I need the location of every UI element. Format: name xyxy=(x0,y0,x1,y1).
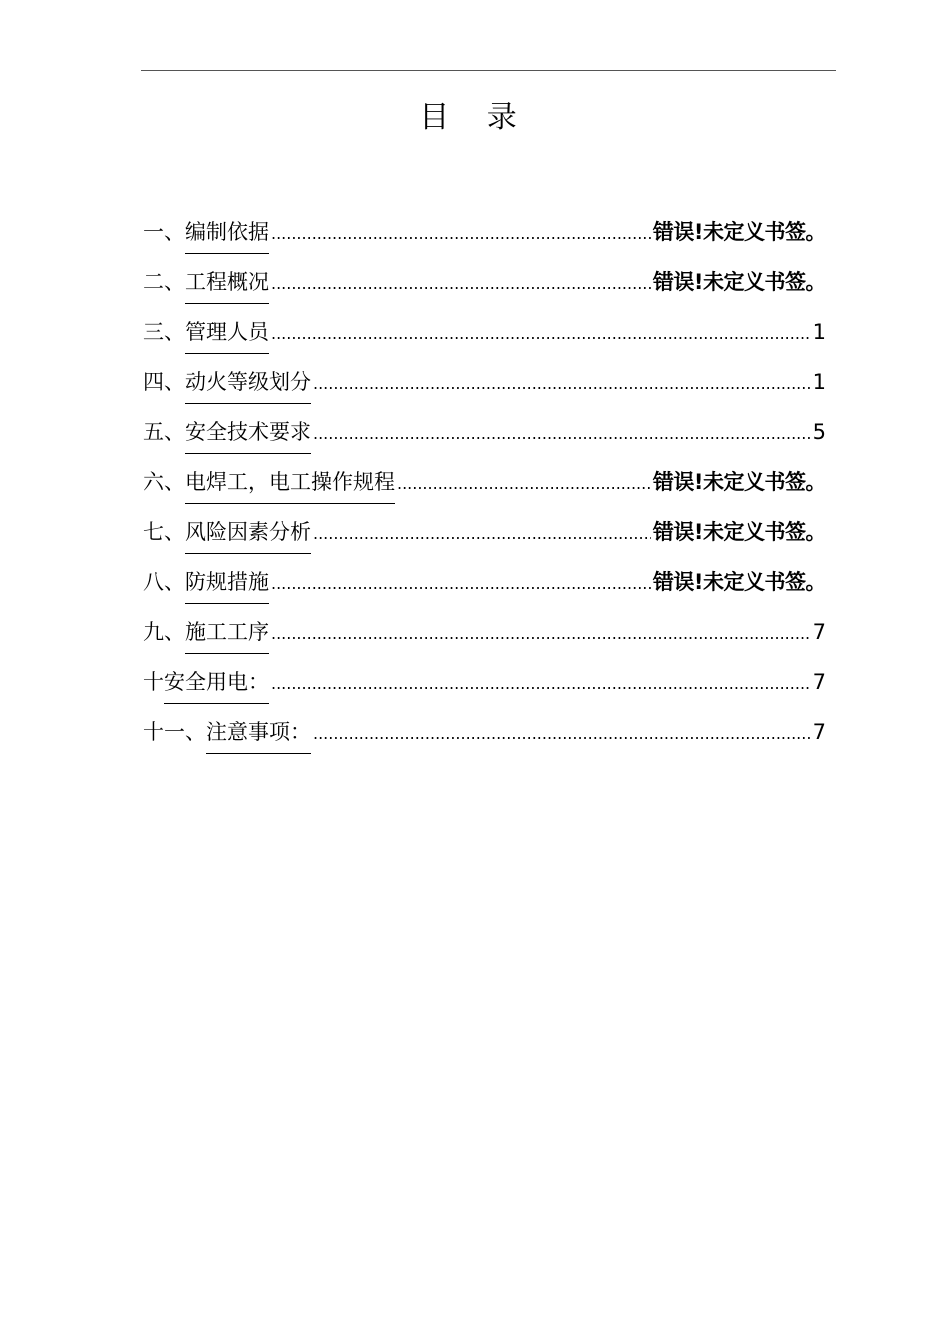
toc-entry[interactable] xyxy=(143,600,826,650)
toc-entry[interactable] xyxy=(143,250,826,300)
toc-entry-number: 八、 xyxy=(143,570,185,594)
toc-entry-page-number: 5 xyxy=(812,420,826,444)
toc-entry-label[interactable]: 编制依据 xyxy=(185,216,269,252)
toc-entry-label[interactable]: 动火等级划分 xyxy=(185,366,311,402)
toc-entry-number: 七、 xyxy=(143,520,185,544)
toc-entry-page-number: 7 xyxy=(812,670,826,694)
toc-entry-number: 三、 xyxy=(143,320,185,344)
toc-dot-leader xyxy=(271,674,811,693)
toc-dot-leader xyxy=(271,224,651,243)
toc-dot-leader xyxy=(397,474,651,493)
toc-entry-label[interactable]: 电焊工，电工操作规程 xyxy=(185,466,395,502)
toc-entry[interactable] xyxy=(143,400,826,450)
toc-entry-page-number: 7 xyxy=(812,720,826,744)
toc-dot-leader xyxy=(313,424,811,443)
toc-entry-page-number: 1 xyxy=(812,370,826,394)
toc-entry-label[interactable]: 安全用电： xyxy=(164,666,269,702)
toc-dot-leader xyxy=(313,524,651,543)
toc-entry-line xyxy=(143,316,826,350)
toc-entry[interactable] xyxy=(143,350,826,400)
toc-entry-number: 五、 xyxy=(143,420,185,444)
toc-entry-line xyxy=(143,666,826,700)
toc-entry-label[interactable]: 管理人员 xyxy=(185,316,269,352)
toc-entry-number: 十一、 xyxy=(143,720,206,744)
toc-entry-line xyxy=(143,216,826,250)
toc-entry-line xyxy=(143,466,826,500)
toc-entry-number: 四、 xyxy=(143,370,185,394)
toc-dot-leader xyxy=(271,624,811,643)
table-of-contents xyxy=(143,200,826,750)
toc-entry[interactable] xyxy=(143,500,826,550)
toc-entry-label[interactable]: 风险因素分析 xyxy=(185,516,311,552)
toc-entry-error-text: 错误!未定义书签。 xyxy=(652,220,826,244)
toc-entry-label[interactable]: 防规措施 xyxy=(185,566,269,602)
toc-entry-line xyxy=(143,716,826,750)
toc-entry-number: 二、 xyxy=(143,270,185,294)
toc-dot-leader xyxy=(271,574,651,593)
toc-entry-error-text: 错误!未定义书签。 xyxy=(652,470,826,494)
toc-dot-leader xyxy=(271,324,811,343)
toc-entry-number: 一、 xyxy=(143,220,185,244)
toc-entry-label[interactable]: 施工工序 xyxy=(185,616,269,652)
toc-entry[interactable] xyxy=(143,550,826,600)
toc-entry[interactable] xyxy=(143,450,826,500)
toc-entry[interactable] xyxy=(143,650,826,700)
toc-entry-error-text: 错误!未定义书签。 xyxy=(652,570,826,594)
header-rule xyxy=(141,70,836,71)
toc-entry-number: 十 xyxy=(143,670,164,694)
toc-entry-page-number: 1 xyxy=(812,320,826,344)
toc-entry-error-text: 错误!未定义书签。 xyxy=(652,270,826,294)
toc-entry-label[interactable]: 工程概况 xyxy=(185,266,269,302)
toc-entry-page-number: 7 xyxy=(812,620,826,644)
toc-entry-line xyxy=(143,566,826,600)
toc-entry[interactable] xyxy=(143,300,826,350)
toc-entry[interactable] xyxy=(143,700,826,750)
toc-entry[interactable] xyxy=(143,200,826,250)
toc-entry-line xyxy=(143,616,826,650)
toc-entry-number: 九、 xyxy=(143,620,185,644)
toc-title: 目 录 xyxy=(419,100,531,135)
toc-entry-line xyxy=(143,516,826,550)
toc-entry-error-text: 错误!未定义书签。 xyxy=(652,520,826,544)
toc-entry-line xyxy=(143,266,826,300)
toc-entry-line xyxy=(143,416,826,450)
toc-dot-leader xyxy=(271,274,651,293)
toc-entry-label[interactable]: 注意事项： xyxy=(206,716,311,752)
toc-entry-number: 六、 xyxy=(143,470,185,494)
toc-dot-leader xyxy=(313,374,811,393)
toc-entry-label[interactable]: 安全技术要求 xyxy=(185,416,311,452)
toc-dot-leader xyxy=(313,724,811,743)
toc-entry-line xyxy=(143,366,826,400)
